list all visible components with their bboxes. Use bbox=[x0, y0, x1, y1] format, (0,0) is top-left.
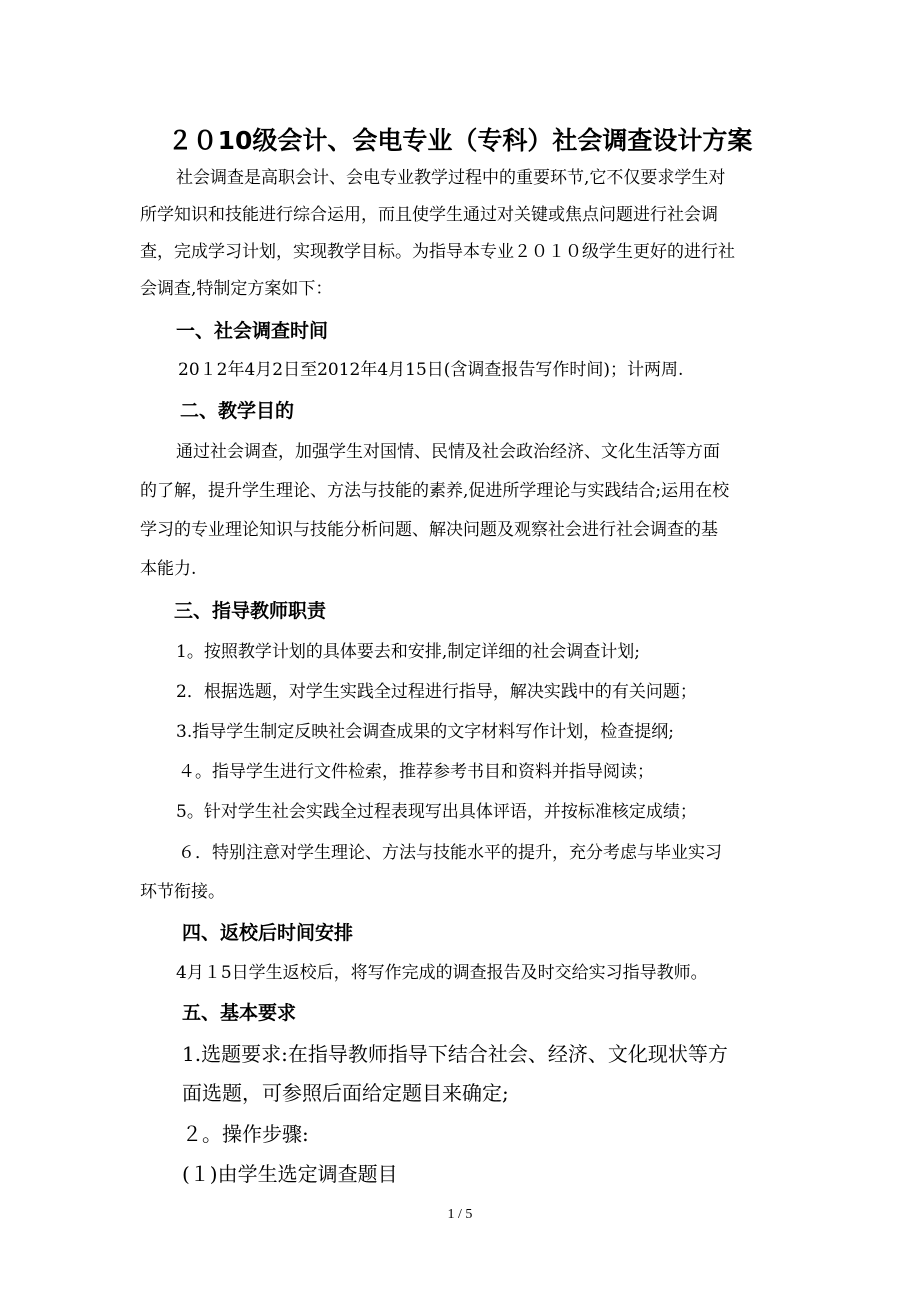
intro-line: 查，完成学习计划，实现教学目标。为指导本专业２０１０级学生更好的进行社 bbox=[140, 242, 735, 262]
list-item: 3.指导学生制定反映社会调查成果的文字材料写作计划，检查提纲; bbox=[176, 722, 674, 742]
intro-line: 所学知识和技能进行综合运用，而且使学生通过对关键或焦点问题进行社会调 bbox=[140, 205, 718, 225]
list-item: ６．特别注意对学生理论、方法与技能水平的提升，充分考虑与毕业实习 bbox=[178, 843, 722, 863]
section-text: ２。操作步骤: bbox=[182, 1122, 309, 1146]
section-text: 1.选题要求:在指导教师指导下结合社会、经济、文化现状等方 bbox=[182, 1042, 728, 1066]
intro-line: 会调查,特制定方案如下： bbox=[140, 279, 333, 299]
document-title: ２０10级会计、会电专业（专科）社会调查设计方案 bbox=[167, 126, 753, 155]
section-text: 的了解，提升学生理论、方法与技能的素养,促进所学理论与实践结合;运用在校 bbox=[140, 481, 730, 501]
list-item: 2．根据选题，对学生实践全过程进行指导，解决实践中的有关问题； bbox=[176, 682, 697, 702]
section-text: 面选题，可参照后面给定题目来确定; bbox=[182, 1081, 509, 1105]
list-item: 环节衔接。 bbox=[140, 882, 225, 902]
section-text: (１)由学生选定调查题目 bbox=[182, 1162, 398, 1186]
section-heading: 五、基本要求 bbox=[182, 1002, 297, 1024]
list-item: ４。指导学生进行文件检索，推荐参考书目和资料并指导阅读； bbox=[178, 762, 654, 782]
page-number: 1 / 5 bbox=[447, 1207, 473, 1222]
list-item: 5。针对学生社会实践全过程表现写出具体评语，并按标准核定成绩； bbox=[176, 802, 697, 822]
list-item: 1。按照教学计划的具体要去和安排,制定详细的社会调查计划; bbox=[176, 642, 640, 662]
section-heading: 二、教学目的 bbox=[180, 400, 295, 422]
section-heading: 三、指导教师职责 bbox=[174, 600, 327, 622]
section-heading: 四、返校后时间安排 bbox=[182, 922, 354, 944]
section-text: 4月１5日学生返校后，将写作完成的调查报告及时交给实习指导教师。 bbox=[176, 963, 708, 983]
intro-line: 社会调查是高职会计、会电专业教学过程中的重要环节,它不仅要求学生对 bbox=[176, 168, 726, 188]
section-text: 通过社会调查，加强学生对国情、民情及社会政治经济、文化生活等方面 bbox=[176, 442, 720, 462]
section-text: 20１2年4月2日至2012年4月15日(含调查报告写作时间)；计两周. bbox=[178, 360, 684, 380]
section-text: 学习的专业理论知识与技能分析问题、解决问题及观察社会进行社会调查的基 bbox=[140, 520, 718, 540]
section-text: 本能力. bbox=[140, 559, 197, 579]
section-heading: 一、社会调查时间 bbox=[176, 320, 329, 342]
